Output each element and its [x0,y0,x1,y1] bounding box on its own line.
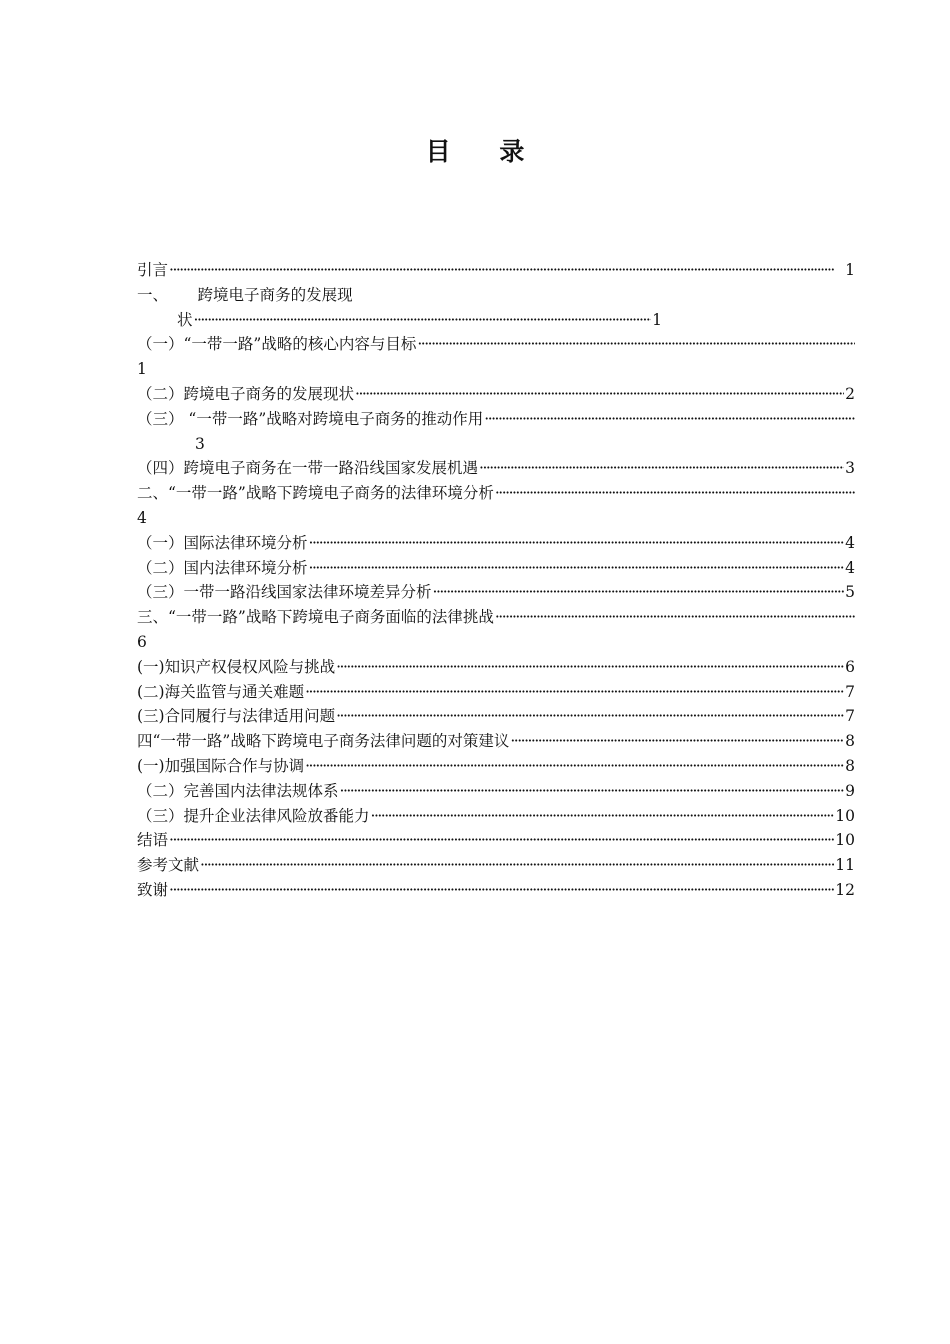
toc-entry-intro[interactable] [137,258,855,283]
toc-page-number: 3 [195,434,205,453]
toc-page-number: 1 [652,310,662,329]
toc-entry-text: 参考文献 [137,856,200,875]
toc-page-number: 1 [845,261,855,279]
leader-dots [336,655,844,680]
toc-entry-text: （一）“一带一路”战略的核心内容与目标 [137,335,417,354]
toc-entry-text: （三）一带一路沿线国家法律环境差异分析 [137,583,432,602]
toc-page-number: 3 [845,459,855,478]
leader-dots [305,680,844,705]
toc-entry-text: （三） “一带一路”战略对跨境电子商务的推动作用 [137,409,484,428]
leader-dots [510,729,844,754]
toc-entry-text: (一)加强国际合作与协调 [137,756,305,775]
toc-page-number: 5 [845,583,855,602]
toc-entry-text: （三）提升企业法律风险放番能力 [137,806,370,825]
leader-dots [305,754,844,779]
toc-entry-text: 二、“一带一路”战略下跨境电子商务的法律环境分析 [137,484,494,503]
toc-entry-section-1-continued[interactable] [137,308,662,333]
toc-entry-text: （二）国内法律环境分析 [137,558,308,577]
toc-page-number: 7 [845,682,855,701]
toc-page-number: 8 [845,732,855,751]
toc-entry-text: （二）完善国内法律法规体系 [137,781,339,800]
toc-entry-acknowledgements[interactable] [137,878,855,903]
leader-dots [355,382,844,407]
toc-entry-text-continued: 状 [177,310,193,329]
toc-entry-text: 三、“一带一路”战略下跨境电子商务面临的法律挑战 [137,608,494,627]
toc-page-number: 6 [845,657,855,676]
toc-entry-text: (一)知识产权侵权风险与挑战 [137,657,336,676]
toc-entry-text: 结语 [137,831,169,850]
page-title: 目 录 [425,137,545,166]
toc-entry-3-2[interactable] [137,680,855,705]
toc-page-number: 7 [845,707,855,726]
leader-dots [169,258,844,283]
toc-entry-1-1[interactable] [137,332,855,357]
toc-entry-4-3[interactable] [137,804,855,829]
toc-page-number: 12 [835,880,855,899]
leader-dots [495,481,855,506]
leader-dots [495,605,855,630]
leader-dots [194,308,652,333]
toc-entry-section-2[interactable] [137,481,855,506]
table-of-contents [137,258,855,903]
toc-entry-text: （二）跨境电子商务的发展现状 [137,384,355,403]
toc-page-number: 4 [845,533,855,552]
toc-entry-section-3[interactable] [137,605,855,630]
toc-page-number: 10 [835,831,855,850]
toc-entry-section-1[interactable] [137,283,855,308]
toc-entry-conclusion[interactable] [137,828,855,853]
toc-entry-section-4[interactable] [137,729,855,754]
toc-page-number: 8 [845,756,855,775]
leader-dots [484,407,855,432]
leader-dots [340,779,845,804]
toc-entry-2-1[interactable] [137,531,855,556]
leader-dots [169,828,834,853]
toc-page-number: 1 [137,360,147,379]
toc-page-number: 9 [845,781,855,800]
toc-entry-1-3[interactable] [137,407,855,432]
toc-page-number: 2 [845,384,855,403]
toc-page-number: 11 [835,856,855,875]
toc-entry-4-2[interactable] [137,779,855,804]
leader-dots [479,456,844,481]
leader-dots [169,878,834,903]
toc-entry-references[interactable] [137,853,855,878]
toc-entry-text: （一）国际法律环境分析 [137,533,308,552]
leader-dots [371,804,835,829]
leader-dots [336,704,844,729]
toc-entry-2-2[interactable] [137,556,855,581]
toc-entry-text: 四“一带一路”战略下跨境电子商务法律问题的对策建议 [137,732,510,751]
leader-dots [309,556,845,581]
toc-entry-1-2[interactable] [137,382,855,407]
toc-page-number: 6 [137,632,147,651]
toc-entry-3-3[interactable] [137,704,855,729]
toc-entry-1-4[interactable] [137,456,855,481]
toc-entry-3-1[interactable] [137,655,855,680]
leader-dots [433,580,845,605]
toc-entry-text: （四）跨境电子商务在一带一路沿线国家发展机遇 [137,459,479,478]
toc-page-number: 4 [845,558,855,577]
toc-entry-4-1[interactable] [137,754,855,779]
toc-entry-text: (三)合同履行与法律适用问题 [137,707,336,726]
toc-entry-text: (二)海关监管与通关难题 [137,682,305,701]
toc-page-number: 10 [835,806,855,825]
toc-page-number: 4 [137,508,147,527]
leader-dots [417,332,855,357]
toc-entry-text: 一、 跨境电子商务的发展现 [137,285,353,304]
toc-entry-2-3[interactable] [137,580,855,605]
toc-entry-text: 引言 [137,261,169,279]
leader-dots [200,853,834,878]
toc-entry-text: 致谢 [137,880,169,899]
leader-dots [309,531,845,556]
